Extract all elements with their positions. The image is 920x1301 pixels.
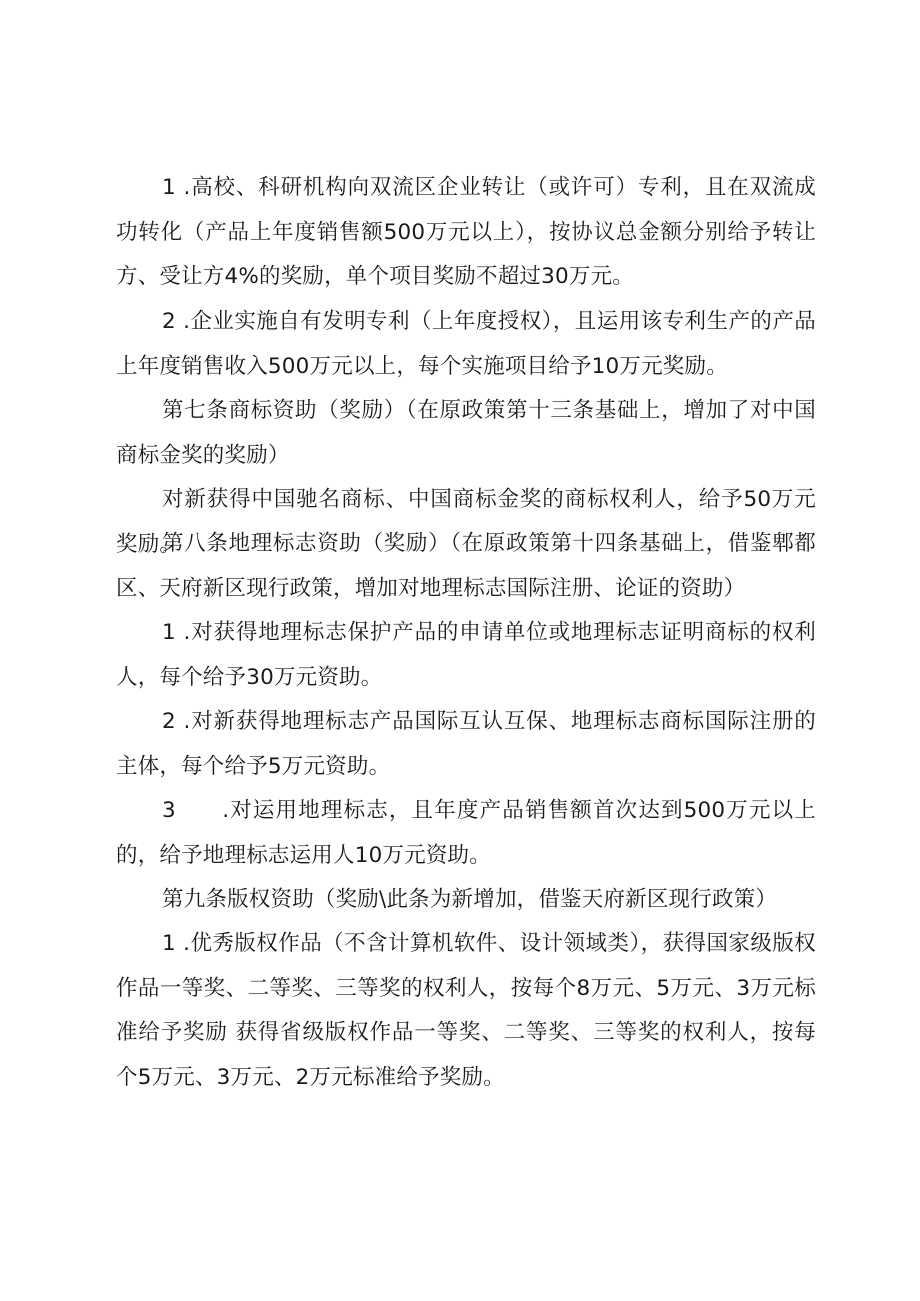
paragraph-gi-international: 2 .对新获得地理标志产品国际互认互保、地理标志商标国际注册的主体，每个给予5万元资助。 — [116, 709, 816, 779]
paragraph-well-known-trademark: 对新获得中国驰名商标、中国商标金奖的商标权利人，给予50万元奖励。 — [116, 487, 816, 557]
heading-article-7-trademark: 第七条商标资助（奖励）（在原政策第十三条基础上，增加了对中国商标金奖的奖励） — [116, 398, 816, 468]
paragraph-gi-protection: 1 .对获得地理标志保护产品的申请单位或地理标志证明商标的权利人，每个给予30万元资助。 — [116, 620, 816, 690]
heading-article-9-copyright: 第九条版权资助（奖励\此条为新增加，借鉴天府新区现行政策） — [162, 887, 778, 912]
heading-article-8-geographic-indication: 第八条地理标志资助（奖励）（在原政策第十四条基础上，借鉴郫都区、天府新区现行政策，增加对地理标志国际注册、论证的资助） — [116, 531, 816, 601]
paragraph-gi-sales: 3 .对运用地理标志，且年度产品销售额首次达到500万元以上的，给予地理标志运用人10万元资助。 — [116, 798, 816, 868]
paragraph-self-owned-patent: 2 .企业实施自有发明专利（上年度授权），且运用该专利生产的产品上年度销售收入500万元以上，每个实施项目给予10万元奖励。 — [116, 309, 816, 379]
paragraph-patent-transfer: 1 .高校、科研机构向双流区企业转让（或许可）专利，且在双流成功转化（产品上年度销售额500万元以上），按协议总金额分别给予转让方、受让方4%的奖励，单个项目奖励不超过30万元。 — [116, 175, 816, 290]
paragraph-copyright-award: 1 .优秀版权作品（不含计算机软件、设计领域类），获得国家级版权作品一等奖、二等奖、三等奖的权利人，按每个8万元、5万元、3万元标准给予奖励 获得省级版权作品一等奖、二等奖、三等奖的权利人，按每个5万元、3万元、2万元标准给予奖励。 — [116, 931, 816, 1090]
